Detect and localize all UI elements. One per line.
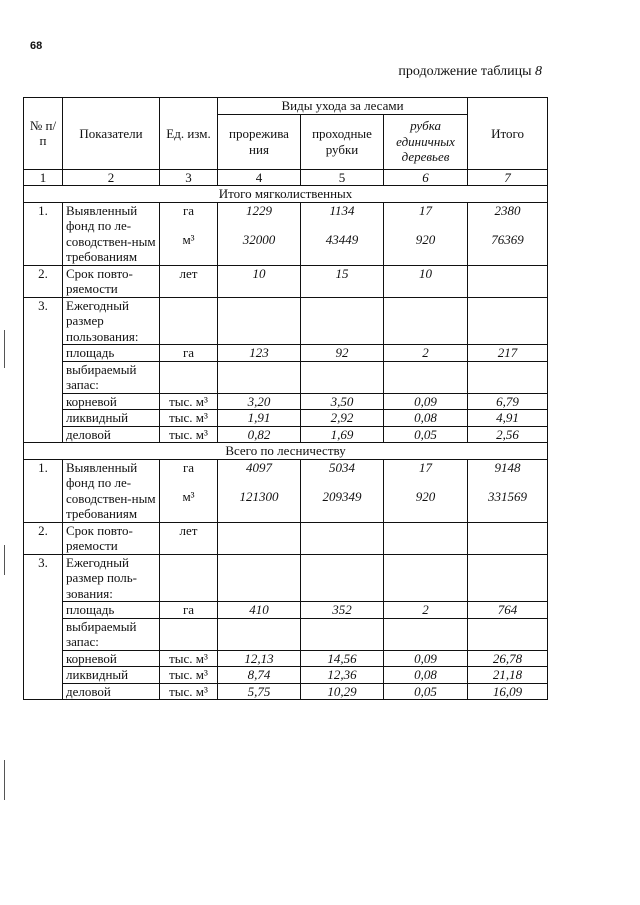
binding-mark bbox=[4, 330, 5, 368]
value-cell: 92 bbox=[301, 345, 384, 362]
header-care-types: Виды ухода за лесами bbox=[218, 98, 468, 115]
value-cell: 10 bbox=[218, 265, 301, 297]
section-forestry-total bbox=[24, 443, 548, 700]
row-number: 2. bbox=[24, 522, 63, 554]
row-label: выбираемый запас: bbox=[63, 618, 160, 650]
empty-cell bbox=[384, 297, 468, 345]
value-cell bbox=[218, 522, 301, 554]
row-number: 1. bbox=[24, 459, 63, 522]
value-cell: 123 bbox=[218, 345, 301, 362]
value-cell: 2,56 bbox=[468, 426, 548, 443]
value-cell bbox=[384, 522, 468, 554]
empty-cell bbox=[218, 297, 301, 345]
empty-cell bbox=[301, 618, 384, 650]
row-label: площадь bbox=[63, 602, 160, 619]
column-number: 2 bbox=[63, 169, 160, 186]
header-unit: Ед. изм. bbox=[160, 98, 218, 170]
row-unit: га bbox=[160, 345, 218, 362]
value-cell: 5,75 bbox=[218, 683, 301, 700]
value-cell: 5034 209349 bbox=[301, 459, 384, 522]
header-single-tree-cutting: рубка единичных деревьев bbox=[384, 114, 468, 169]
empty-cell bbox=[218, 554, 301, 602]
row-number: 3. bbox=[24, 297, 63, 443]
value-cell: 17 920 bbox=[384, 202, 468, 265]
row-label: выбираемый запас: bbox=[63, 361, 160, 393]
value-cell: 0,08 bbox=[384, 667, 468, 684]
column-number: 5 bbox=[301, 169, 384, 186]
row-label: ликвидный bbox=[63, 667, 160, 684]
row-unit: тыс. м³ bbox=[160, 410, 218, 427]
row-unit: лет bbox=[160, 265, 218, 297]
row-unit: га м³ bbox=[160, 202, 218, 265]
value-cell: 8,74 bbox=[218, 667, 301, 684]
value-cell: 0,05 bbox=[384, 426, 468, 443]
empty-cell bbox=[160, 297, 218, 345]
value-cell: 2 bbox=[384, 602, 468, 619]
value-cell: 10,29 bbox=[301, 683, 384, 700]
value-cell: 10 bbox=[384, 265, 468, 297]
empty-cell bbox=[160, 361, 218, 393]
value-cell: 0,09 bbox=[384, 650, 468, 667]
header-passage-cutting: проходные рубки bbox=[301, 114, 384, 169]
empty-cell bbox=[301, 554, 384, 602]
empty-cell bbox=[384, 361, 468, 393]
value-cell bbox=[301, 522, 384, 554]
row-label: площадь bbox=[63, 345, 160, 362]
row-unit: га bbox=[160, 602, 218, 619]
row-unit: лет bbox=[160, 522, 218, 554]
value-cell: 3,20 bbox=[218, 393, 301, 410]
empty-cell bbox=[468, 554, 548, 602]
value-cell: 0,82 bbox=[218, 426, 301, 443]
empty-cell bbox=[218, 361, 301, 393]
row-label: корневой bbox=[63, 393, 160, 410]
table-number: 8 bbox=[535, 64, 542, 79]
value-cell: 0,05 bbox=[384, 683, 468, 700]
empty-cell bbox=[301, 297, 384, 345]
row-label: Ежегодный размер поль-зования: bbox=[63, 554, 160, 602]
column-number: 4 bbox=[218, 169, 301, 186]
column-number: 3 bbox=[160, 169, 218, 186]
value-cell bbox=[468, 522, 548, 554]
row-label: Ежегодный размер пользования: bbox=[63, 297, 160, 345]
value-cell: 16,09 bbox=[468, 683, 548, 700]
value-cell: 1229 32000 bbox=[218, 202, 301, 265]
column-number: 1 bbox=[24, 169, 63, 186]
value-cell: 4,91 bbox=[468, 410, 548, 427]
value-cell: 21,18 bbox=[468, 667, 548, 684]
row-unit: тыс. м³ bbox=[160, 650, 218, 667]
value-cell: 15 bbox=[301, 265, 384, 297]
row-label: деловой bbox=[63, 426, 160, 443]
value-cell: 352 bbox=[301, 602, 384, 619]
row-label: Срок повто-ряемости bbox=[63, 265, 160, 297]
value-cell: 1,91 bbox=[218, 410, 301, 427]
value-cell: 17 920 bbox=[384, 459, 468, 522]
row-unit: тыс. м³ bbox=[160, 426, 218, 443]
value-cell: 0,08 bbox=[384, 410, 468, 427]
column-number: 7 bbox=[468, 169, 548, 186]
value-cell: 14,56 bbox=[301, 650, 384, 667]
section-title: Всего по лесничеству bbox=[24, 443, 548, 460]
section-softwood-total bbox=[24, 186, 548, 443]
row-unit: тыс. м³ bbox=[160, 683, 218, 700]
value-cell: 4097 121300 bbox=[218, 459, 301, 522]
value-cell: 12,36 bbox=[301, 667, 384, 684]
value-cell: 2 bbox=[384, 345, 468, 362]
value-cell: 410 bbox=[218, 602, 301, 619]
value-cell: 2380 76369 bbox=[468, 202, 548, 265]
header-indicator: Показатели bbox=[63, 98, 160, 170]
section-title: Итого мягколиственных bbox=[24, 186, 548, 203]
forest-care-table bbox=[23, 97, 548, 700]
value-cell: 217 bbox=[468, 345, 548, 362]
value-cell: 1134 43449 bbox=[301, 202, 384, 265]
row-number: 3. bbox=[24, 554, 63, 700]
row-unit: га м³ bbox=[160, 459, 218, 522]
row-label: Срок повто-ряемости bbox=[63, 522, 160, 554]
value-cell: 9148 331569 bbox=[468, 459, 548, 522]
empty-cell bbox=[218, 618, 301, 650]
empty-cell bbox=[468, 297, 548, 345]
empty-cell bbox=[468, 361, 548, 393]
value-cell: 3,50 bbox=[301, 393, 384, 410]
empty-cell bbox=[384, 618, 468, 650]
row-label: Выявленный фонд по ле-соводствен-ным требованиям bbox=[63, 202, 160, 265]
value-cell: 12,13 bbox=[218, 650, 301, 667]
value-cell: 26,78 bbox=[468, 650, 548, 667]
empty-cell bbox=[160, 554, 218, 602]
row-number: 2. bbox=[24, 265, 63, 297]
continuation-text: продолжение таблицы bbox=[398, 64, 532, 79]
header-number: № п/п bbox=[24, 98, 63, 170]
column-number: 6 bbox=[384, 169, 468, 186]
binding-mark bbox=[4, 760, 5, 800]
row-label: корневой bbox=[63, 650, 160, 667]
value-cell: 764 bbox=[468, 602, 548, 619]
empty-cell bbox=[468, 618, 548, 650]
value-cell bbox=[468, 265, 548, 297]
header-total: Итого bbox=[468, 98, 548, 170]
empty-cell bbox=[384, 554, 468, 602]
empty-cell bbox=[301, 361, 384, 393]
row-label: Выявленный фонд по ле-соводствен-ным требованиям bbox=[63, 459, 160, 522]
value-cell: 0,09 bbox=[384, 393, 468, 410]
header-thinning: прорежива ния bbox=[218, 114, 301, 169]
value-cell: 1,69 bbox=[301, 426, 384, 443]
page-number: 68 bbox=[30, 40, 43, 52]
row-unit: тыс. м³ bbox=[160, 667, 218, 684]
row-label: деловой bbox=[63, 683, 160, 700]
value-cell: 6,79 bbox=[468, 393, 548, 410]
empty-cell bbox=[160, 618, 218, 650]
value-cell: 2,92 bbox=[301, 410, 384, 427]
row-label: ликвидный bbox=[63, 410, 160, 427]
table-continuation-caption bbox=[398, 64, 542, 80]
binding-mark bbox=[4, 545, 5, 575]
row-number: 1. bbox=[24, 202, 63, 265]
row-unit: тыс. м³ bbox=[160, 393, 218, 410]
